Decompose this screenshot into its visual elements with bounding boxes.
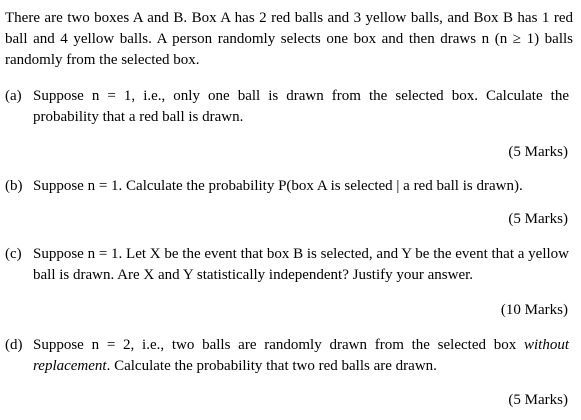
part-d-text-after: . Calculate the probability that two red balls are drawn.	[106, 358, 437, 374]
part-b-marks: (5 Marks)	[508, 211, 568, 227]
part-a	[5, 86, 569, 128]
part-d-text	[33, 335, 569, 377]
part-c	[5, 244, 569, 286]
part-d-marks: (5 Marks)	[508, 392, 568, 408]
part-b-label: (b)	[5, 178, 23, 194]
part-b-text: Suppose n = 1. Calculate the probability P(box A is selected | a red ball is drawn).	[33, 178, 523, 194]
part-d-text-before: Suppose n = 2, i.e., two balls are randomly drawn from the selected box	[33, 337, 524, 353]
part-c-label: (c)	[5, 246, 22, 262]
part-d-label: (d)	[5, 337, 23, 353]
part-b	[5, 176, 569, 197]
part-d-text-italic: without replacement	[33, 337, 569, 374]
part-c-marks: (10 Marks)	[500, 302, 568, 318]
part-a-marks: (5 Marks)	[508, 144, 568, 160]
part-a-label: (a)	[5, 88, 22, 104]
question-intro: There are two boxes A and B. Box A has 2 red balls and 3 yellow balls, and Box B has 1 red ball and 4 yellow balls. A person randomly selects one box and then draws n (n ≥ 1) balls randomly from the selected box.	[5, 10, 573, 68]
part-c-text: Suppose n = 1. Let X be the event that box B is selected, and Y be the event that a yellow ball is drawn. Are X and Y statistically independent? Justify your answer.	[33, 246, 569, 283]
part-a-text: Suppose n = 1, i.e., only one ball is drawn from the selected box. Calculate the probability that a red ball is drawn.	[33, 88, 569, 125]
part-d	[5, 335, 569, 377]
